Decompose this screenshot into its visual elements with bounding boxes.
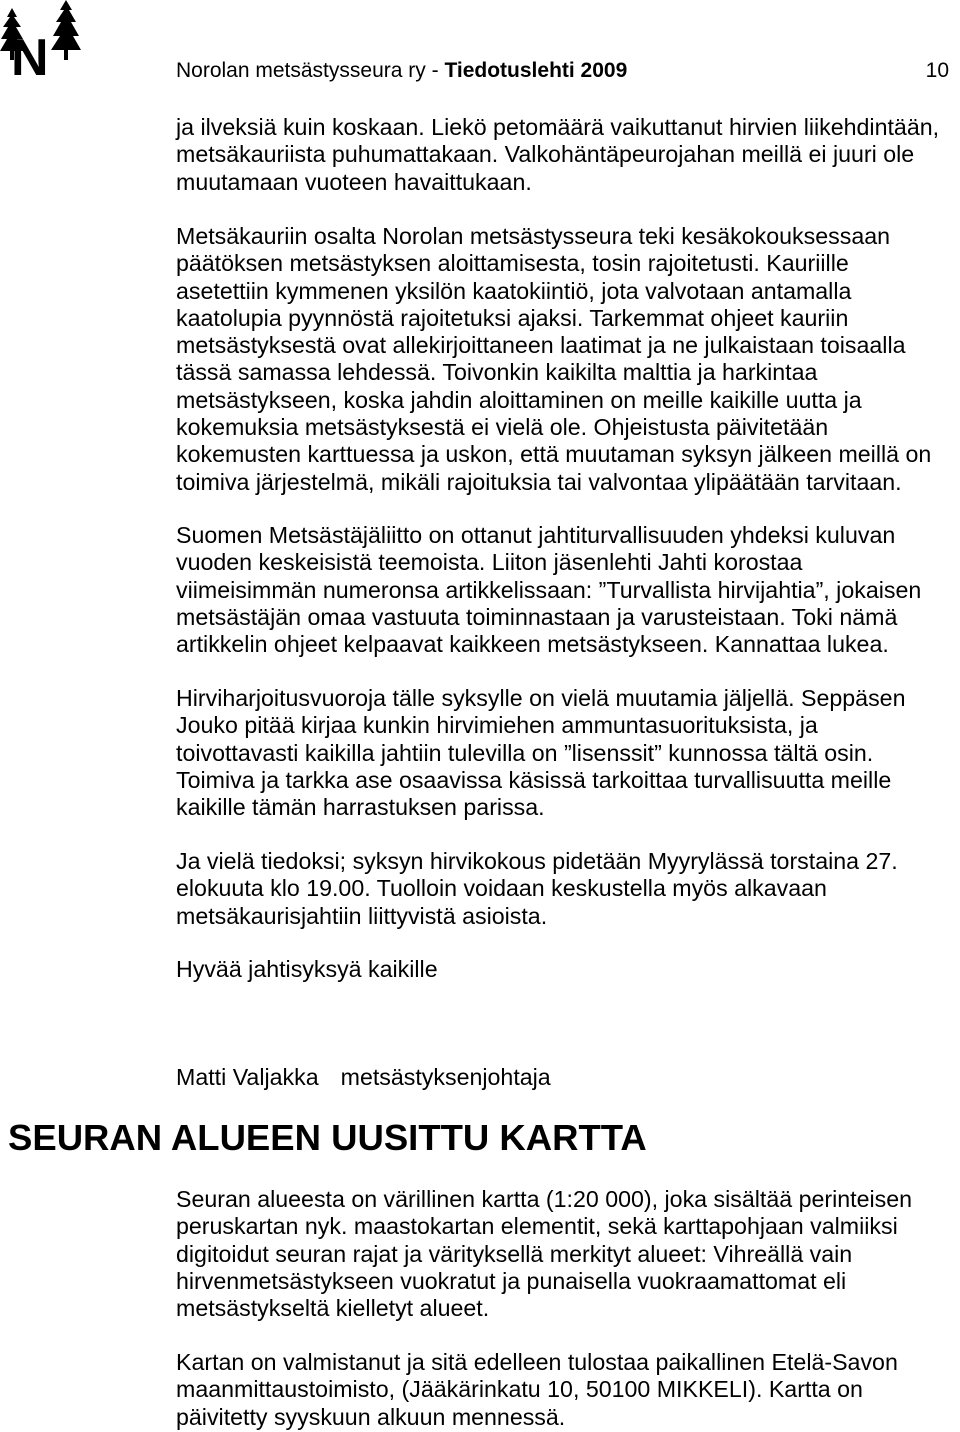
- club-logo-graphic: [0, 0, 82, 80]
- text-line: Kartan on valmistanut ja sitä edelleen tulostaa paikallinen Etelä-Savon: [176, 1349, 898, 1375]
- page-number: 10: [925, 59, 949, 82]
- text-line: muutamaan vuoteen havaittukaan.: [176, 168, 532, 195]
- text-line: kokemusten karttuessa ja uskon, että muutaman syksyn jälkeen meillä on: [176, 441, 932, 468]
- paragraph-meeting: [176, 848, 898, 930]
- text-line: päätöksen metsästyksen aloittamisesta, tosin rajoitetusti. Kauriille: [176, 250, 849, 277]
- text-line: hirvenmetsästykseen vuokratut ja punaisella vuokraamattomat eli: [176, 1267, 847, 1294]
- text-line: artikkelin ohjeet kelpaavat kaikkeen metsästykseen. Kannattaa lukea.: [176, 631, 889, 658]
- text-line: peruskartan nyk. maastokartan elementit, sekä karttapohjaan valmiiksi: [176, 1213, 898, 1240]
- paragraph-roe-deer: [176, 223, 931, 496]
- text-line: kokemuksia metsästyksestä ei vielä ole. Ohjeistusta päivitetään: [176, 414, 829, 441]
- text-line: Metsäkauriin osalta Norolan metsästysseura teki kesäkokouksessaan: [176, 223, 891, 249]
- signature-title: metsästyksenjohtaja: [340, 1064, 551, 1090]
- text-line: kaatolupia pyynnöstä rajoitetuksi ajaksi. Tarkemmat ohjeet kauriin: [176, 304, 849, 331]
- text-line: Hirviharjoitusvuoroja tälle syksylle on vielä muutamia jäljellä. Seppäsen: [176, 685, 906, 711]
- text-line: toimiva järjestelmä, mikäli rajoituksia tai valvontaa ylipäätään tarvitaan.: [176, 468, 902, 495]
- page-header: [176, 59, 627, 83]
- text-line: kaikille tämän harrastuksen parissa.: [176, 794, 545, 821]
- signature: [176, 1064, 551, 1091]
- text-line: maanmittaustoimisto, (Jääkärinkatu 10, 50100 MIKKELI). Kartta on: [176, 1376, 863, 1403]
- text-line: metsästyksestä ovat allekirjoittaneen laatimat ja ne julkaistaan toisaalla: [176, 332, 906, 359]
- paragraph-intro: [176, 114, 939, 196]
- text-line: viimeisimmän numeronsa artikkelissaan: ”Turvallista hirvijahtia”, jokaisen: [176, 576, 922, 603]
- text-line: toivottavasti kaikilla jahtiin tulevilla on ”lisenssit” kunnossa tältä osin.: [176, 739, 874, 766]
- text-line: vuoden keskeisistä teemoista. Liiton jäsenlehti Jahti korostaa: [176, 549, 803, 576]
- text-line: ja ilveksiä kuin koskaan. Liekö petomäärä vaikuttanut hirvien liikehdintään,: [176, 114, 940, 140]
- text-line: Ja vielä tiedoksi; syksyn hirvikokous pidetään Myyrylässä torstaina 27.: [176, 848, 898, 874]
- text-line: metsästykseen, koska jahdin aloittaminen on meille kaikille uutta ja: [176, 386, 862, 413]
- text-line: Toimiva ja tarkka ase osaavissa käsissä tarkoittaa turvallisuutta meille: [176, 766, 892, 793]
- signature-name: Matti Valjakka: [176, 1064, 319, 1090]
- section-heading: SEURAN ALUEEN UUSITTU KARTTA: [8, 1117, 647, 1158]
- paragraph-greeting: [176, 956, 438, 983]
- text-line: päivitetty syyskuun alkuun mennessä.: [176, 1403, 566, 1430]
- text-line: metsästykseltä kielletyt alueet.: [176, 1295, 490, 1322]
- text-line: Seuran alueesta on värillinen kartta (1:20 000), joka sisältää perinteisen: [176, 1186, 912, 1212]
- text-line: metsäkauriista puhumattakaan. Valkohäntäpeurojahan meillä ei juuri ole: [176, 141, 915, 168]
- paragraph-map-description: [176, 1186, 912, 1322]
- paragraph-map-availability: [176, 1349, 898, 1431]
- text-line: asetettiin kymmenen yksilön kaatokiintiö, jota valvotaan antamalla: [176, 277, 852, 304]
- paragraph-safety: [176, 522, 921, 658]
- tree-icon: [51, 0, 81, 60]
- logo-letter: N: [11, 29, 49, 80]
- text-line: metsästäjän omaa vastuuta toiminnastaan ja varusteistaan. Toki nämä: [176, 603, 898, 630]
- greeting-text: Hyvää jahtisyksyä kaikille: [176, 956, 438, 982]
- header-org: Norolan metsästysseura ry -: [176, 59, 439, 82]
- header-publication: Tiedotuslehti 2009: [444, 59, 628, 82]
- text-line: Jouko pitää kirjaa kunkin hirvimiehen ammuntasuorituksista, ja: [176, 712, 818, 739]
- text-line: Suomen Metsästäjäliitto on ottanut jahtiturvallisuuden yhdeksi kuluvan: [176, 522, 896, 548]
- club-logo: [0, 0, 82, 80]
- text-line: tässä samassa lehdessä. Toivonkin kaikilta malttia ja harkintaa: [176, 359, 818, 386]
- paragraph-shooting-practice: [176, 685, 905, 821]
- text-line: metsäkaurisjahtiin liittyvistä asioista.: [176, 902, 548, 929]
- text-line: digitoidut seuran rajat ja värityksellä merkityt alueet: Vihreällä vain: [176, 1240, 853, 1267]
- text-line: elokuuta klo 19.00. Tuolloin voidaan keskustella myös alkavaan: [176, 875, 827, 902]
